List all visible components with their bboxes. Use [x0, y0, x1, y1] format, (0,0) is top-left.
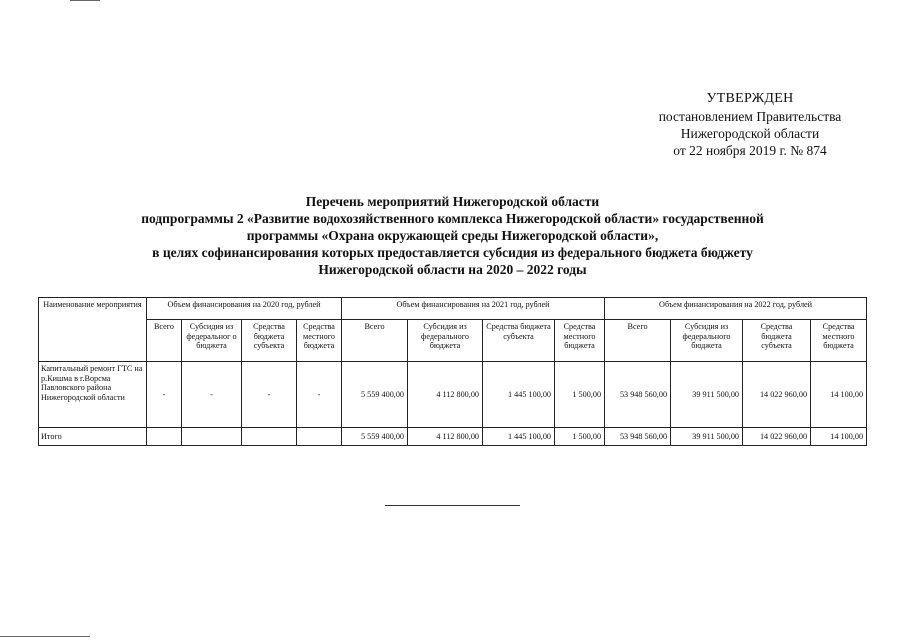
total-2021-subject: 1 445 100,00	[483, 428, 555, 446]
subheader-local: Средства местного бюджета	[555, 320, 605, 362]
subheader-total: Всего	[147, 320, 182, 362]
document-title	[0, 193, 905, 278]
header-name: Наименование мероприятия	[39, 298, 147, 362]
cell-2021-local: 1 500,00	[555, 362, 605, 428]
title-line: Нижегородской области на 2020 – 2022 годы	[318, 262, 587, 277]
subheader-subject: Средства бюджета субъекта	[743, 320, 811, 362]
total-2022-subject: 14 022 960,00	[743, 428, 811, 446]
footer-rule	[385, 505, 520, 506]
total-2020-local	[297, 428, 342, 446]
approval-head: УТВЕРЖДЕН	[706, 91, 794, 106]
funding-table	[38, 297, 867, 446]
scan-artifact-bottom	[0, 636, 90, 637]
cell-2022-total: 53 948 560,00	[605, 362, 671, 428]
cell-2020-subject: -	[242, 362, 297, 428]
subheader-federal: Субсидия из федеральног о бюджета	[182, 320, 242, 362]
cell-2022-federal: 39 911 500,00	[671, 362, 743, 428]
subheader-local: Средства местного бюджета	[811, 320, 867, 362]
subheader-federal: Субсидия из федерального бюджета	[408, 320, 483, 362]
header-year-2021: Объем финансирования на 2021 год, рублей	[342, 298, 605, 320]
row-name: Капитальный ремонт ГТС на р.Кишма в г.Ворсма Павловского района Нижегородской области	[39, 362, 147, 428]
total-2020-subject	[242, 428, 297, 446]
title-line: в целях софинансирования которых предоставляется субсидия из федерального бюджета бюджету	[152, 245, 753, 260]
cell-2022-local: 14 100,00	[811, 362, 867, 428]
total-2020-total	[147, 428, 182, 446]
total-2020-federal	[182, 428, 242, 446]
cell-2021-subject: 1 445 100,00	[483, 362, 555, 428]
total-2022-total: 53 948 560,00	[605, 428, 671, 446]
subheader-local: Средства местного бюджета	[297, 320, 342, 362]
cell-2021-federal: 4 112 800,00	[408, 362, 483, 428]
header-year-2022: Объем финансирования на 2022 год, рублей	[605, 298, 867, 320]
total-2021-federal: 4 112 800,00	[408, 428, 483, 446]
cell-2021-total: 5 559 400,00	[342, 362, 408, 428]
total-2021-local: 1 500,00	[555, 428, 605, 446]
cell-2020-total: -	[147, 362, 182, 428]
subheader-subject: Средства бюджета субъекта	[483, 320, 555, 362]
title-line: Перечень мероприятий Нижегородской области	[305, 194, 600, 209]
approval-line: постановлением Правительства	[658, 109, 842, 124]
approval-line: от 22 ноября 2019 г. № 874	[673, 143, 827, 158]
approval-stamp	[600, 90, 900, 159]
table-row-total	[39, 428, 867, 446]
header-year-2020: Объем финансирования на 2020 год, рублей	[147, 298, 342, 320]
total-2021-total: 5 559 400,00	[342, 428, 408, 446]
approval-line: Нижегородской области	[680, 126, 820, 141]
cell-2022-subject: 14 022 960,00	[743, 362, 811, 428]
subheader-subject: Средства бюджета субъекта	[242, 320, 297, 362]
subheader-total: Всего	[605, 320, 671, 362]
subheader-total: Всего	[342, 320, 408, 362]
title-line: подпрограммы 2 «Развитие водохозяйственного комплекса Нижегородской области» государственной	[141, 211, 764, 226]
total-2022-federal: 39 911 500,00	[671, 428, 743, 446]
subheader-federal: Субсидия из федерального бюджета	[671, 320, 743, 362]
cell-2020-local: -	[297, 362, 342, 428]
total-label: Итого	[39, 428, 147, 446]
scan-artifact-top	[70, 0, 100, 1]
total-2022-local: 14 100,00	[811, 428, 867, 446]
title-line: программы «Охрана окружающей среды Нижегородской области»,	[246, 228, 659, 243]
cell-2020-federal: -	[182, 362, 242, 428]
table-row	[39, 362, 867, 428]
